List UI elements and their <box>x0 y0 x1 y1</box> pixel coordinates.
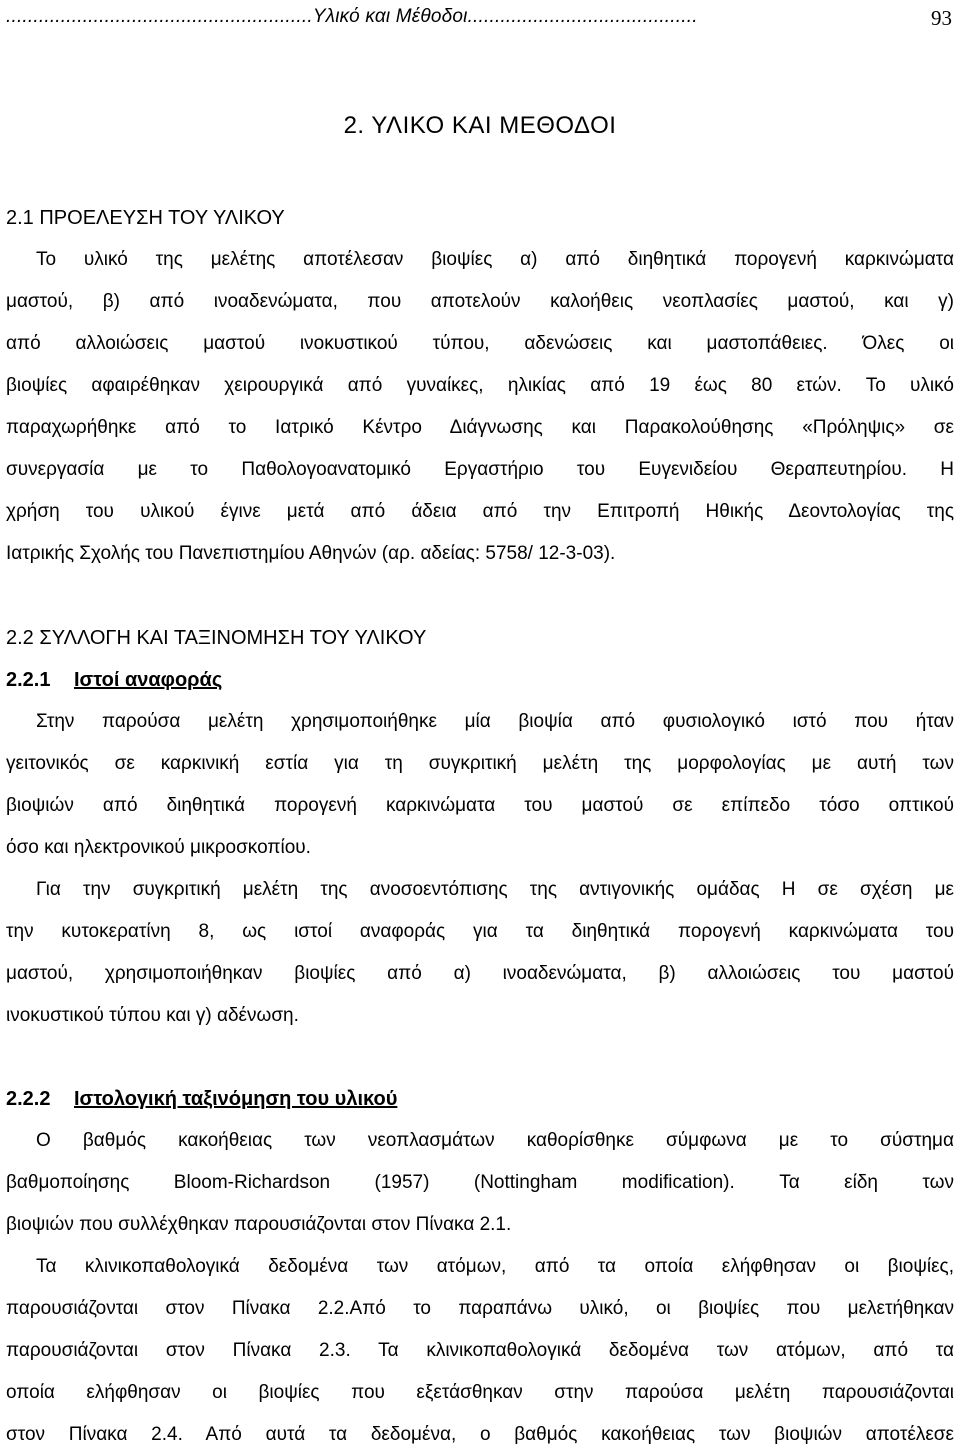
paragraph-line: μαστού, β) από ινοαδενώματα, που αποτελούν καλοήθεις νεοπλασίες μαστού, και γ) <box>6 291 954 312</box>
paragraph-line: παρουσιάζονται στον Πίνακα 2.2.Από το παραπάνω υλικό, οι βιοψίες που μελετήθηκαν <box>6 1298 954 1319</box>
chapter-title: 2. ΥΛΙΚΟ ΚΑΙ ΜΕΘΟΔΟΙ <box>343 112 617 139</box>
paragraph-line: όσο και ηλεκτρονικού μικροσκοπίου. <box>6 837 311 858</box>
paragraph-line: ινοκυστικού τύπου και γ) αδένωση. <box>6 1005 299 1026</box>
paragraph-line: στον Πίνακα 2.4. Από αυτά τα δεδομένα, ο βαθμός κακοήθειας των βιοψιών αποτέλεσε <box>6 1424 954 1445</box>
page-header <box>6 6 954 36</box>
paragraph-line: Για την συγκριτική μελέτη της ανοσοεντόπισης της αντιγονικής ομάδας Η σε σχέση με <box>36 879 954 900</box>
section-2-1 <box>6 197 954 575</box>
paragraph-line: βιοψιών που συλλέχθηκαν παρουσιάζονται στον Πίνακα 2.1. <box>6 1214 512 1235</box>
subsection-title: Ιστολογική ταξινόμηση του υλικού <box>74 1088 398 1110</box>
subsection-title: Ιστοί αναφοράς <box>74 669 223 691</box>
paragraph-line: παραχωρήθηκε από το Ιατρικό Κέντρο Διάγνωσης και Παρακολούθησης «Πρόληψις» σε <box>6 417 954 438</box>
running-title: ........................................................Υλικό και Μέθοδοι.......................................... <box>6 6 698 27</box>
section-title: 2.1 ΠΡΟΕΛΕΥΣΗ ΤΟΥ ΥΛΙΚΟΥ <box>6 207 285 229</box>
paragraph-line: βιοψίες αφαιρέθηκαν χειρουργικά από γυναίκες, ηλικίας από 19 έως 80 ετών. Το υλικό <box>6 375 954 396</box>
paragraph-line: Το υλικό της μελέτης αποτέλεσαν βιοψίες α) από διηθητικά πορογενή καρκινώματα <box>36 249 954 270</box>
paragraph-line: Ιατρικής Σχολής του Πανεπιστημίου Αθηνών (αρ. αδείας: 5758/ 12-3-03). <box>6 543 616 564</box>
paragraph-line: μαστού, χρησιμοποιήθηκαν βιοψίες από α) ινοαδενώματα, β) αλλοιώσεις του μαστού <box>6 963 954 984</box>
paragraph-line: χρήση του υλικού έγινε μετά από άδεια από την Επιτροπή Ηθικής Δεοντολογίας της <box>6 501 954 522</box>
paragraph-line: Τα κλινικοπαθολογικά δεδομένα των ατόμων, από τα οποία ελήφθησαν οι βιοψίες, <box>36 1256 954 1277</box>
paragraph-line: συνεργασία με το Παθολογοανατομικό Εργαστήριο του Ευγενιδείου Θεραπευτηρίου. Η <box>6 459 954 480</box>
page-number: 93 <box>931 6 952 30</box>
subsection-heading-2-2-1 <box>6 659 954 701</box>
subsection-2-2-2 <box>6 1078 954 1456</box>
paragraph-line: από αλλοιώσεις μαστού ινοκυστικού τύπου, αδενώσεις και μαστοπάθειες. Όλες οι <box>6 333 954 354</box>
subsection-number: 2.2.1 <box>6 669 51 691</box>
paragraph-line: Ο βαθμός κακοήθειας των νεοπλασμάτων καθορίσθηκε σύμφωνα με το σύστημα <box>36 1130 954 1151</box>
paragraph-line: βιοψιών από διηθητικά πορογενή καρκινώματα του μαστού σε επίπεδο τόσο οπτικού <box>6 795 954 816</box>
paragraph-line: Στην παρούσα μελέτη χρησιμοποιήθηκε μία βιοψία από φυσιολογικό ιστό που ήταν <box>36 711 954 732</box>
subsection-heading-2-2-2 <box>6 1078 954 1120</box>
subsection-number: 2.2.2 <box>6 1088 51 1110</box>
paragraph-line: βαθμοποίησης Bloom-Richardson (1957) (Nottingham modification). Τα είδη των <box>6 1172 954 1193</box>
section-title: 2.2 ΣΥΛΛΟΓΗ ΚΑΙ ΤΑΞΙΝΟΜΗΣΗ ΤΟΥ ΥΛΙΚΟΥ <box>6 627 427 649</box>
paragraph-line: οποία ελήφθησαν οι βιοψίες που εξετάσθηκαν στην παρούσα μελέτη παρουσιάζονται <box>6 1382 954 1403</box>
paragraph-line: παρουσιάζονται στον Πίνακα 2.3. Τα κλινικοπαθολογικά δεδομένα των ατόμων, από τα <box>6 1340 954 1361</box>
paragraph-line: γειτονικός σε καρκινική εστία για τη συγκριτική μελέτη της μορφολογίας με αυτή των <box>6 753 954 774</box>
section-2-2 <box>6 617 954 1037</box>
paragraph-line: την κυτοκερατίνη 8, ως ιστοί αναφοράς για τα διηθητικά πορογενή καρκινώματα του <box>6 921 954 942</box>
